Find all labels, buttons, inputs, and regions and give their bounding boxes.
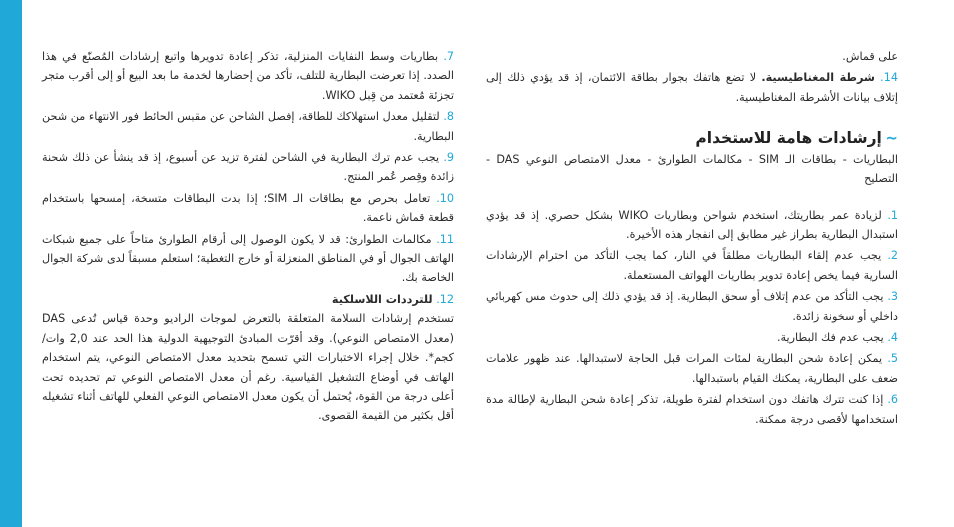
list-item-5 [486,349,898,388]
item-text: تستخدم إرشادات السلامة المتعلقة بالتعرض لموجات الراديو وحدة قياس تُدعى DAS (معدل الامتصاص النوعي). وقد أقرّت المبادئ التوجيهية الدولية هذا الحد عند 2,0 وات/كجم*. خلال إجراء الاختبارات التي تسمح بتحديد معدل الامتصاص النوعي، يتم استخدام الهاتف في أوضاع التشغيل القياسية. رغم أن معدل الامتصاص النوعي تم تحديده تحت أعلى درجة من القوة، يُحتمل أن يكون معدل الامتصاص النوعي الفعلي للهاتف أثناء تشغيله أقل بكثير من القيمة القصوى. [42,312,454,423]
list-item-3 [486,287,898,326]
item-number: 6. [887,393,899,407]
item-text: لتقليل معدل استهلاكك للطاقة، إفصل الشاحن عن مقبس الحائط فور الانتهاء من شحن البطارية. [42,110,454,143]
item-title: شرطة المغناطيسية. [761,71,875,85]
item-text: يجب عدم إلقاء البطاريات مطلقاً في النار، كما يجب التأكد من احترام الإرشادات السارية فيما يخص إعادة تدوير بطاريات الهواتف المستعملة. [486,249,898,282]
list-item-2 [486,246,898,285]
item-text: إذا كنت تترك هاتفك دون استخدام لفترة طويلة، تذكر إعادة شحن البطارية لإطالة مدة استخدامها لأقصى درجة ممكنة. [486,393,898,426]
item-number: 8. [443,110,454,124]
item-number: 14. [880,71,898,85]
item-text: مكالمات الطوارئ: قد لا يكون الوصول إلى أرقام الطوارئ متاحاً على جميع شبكات الهاتف الجوال أو في المناطق المنعزلة أو خارج التغطية؛ استعلم مسبقاً لدى شركة الجوال الخاصة بك. [42,232,454,285]
item-number: 12. [436,292,454,306]
item-number: 2. [887,249,898,263]
list-item-6 [486,390,898,429]
list-item-7 [42,47,454,105]
item-number: 7. [443,50,454,63]
left-text-column [42,47,454,428]
item-number: 9. [443,151,454,165]
item-text: يجب عدم فك البطارية. [776,331,884,345]
item-title: للترددات اللاسلكية [331,292,433,306]
section-heading: إرشادات هامة للاستخدام [695,129,882,148]
item-text: لزيادة عمر بطاريتك، استخدم شواحن وبطاريات WIKO بشكل حصري. إذ قد يؤدي استبدال البطارية بطراز غير مطابق إلى انفجار هذه الأخيرة. [486,208,898,242]
item-number: 10. [436,191,455,205]
item-text: يجب عدم ترك البطارية في الشاحن لفترة تزيد عن أسبوع، إذ قد ينشأ عن ذلك شحنة زائدة وقِصر عُمر المنتج. [42,151,454,184]
continuation-text: على قماش. [842,50,898,63]
list-item-14 [486,68,898,107]
section-subtitle: البطاريات - بطاقات الـ SIM - مكالمات الطوارئ - معدل الامتصاص النوعي DAS - التصليح [486,152,898,185]
item-text: لا تضع هاتفك بجوار بطاقة الائتمان، إذ قد يؤدي ذلك إلى إتلاف بيانات الأشرطة المغناطيسية. [486,71,898,104]
right-text-column [486,47,898,431]
item-number: 4. [887,331,898,345]
list-item-8 [42,107,454,146]
item-text: يجب التأكد من عدم إتلاف أو سحق البطارية. إذ قد يؤدي ذلك إلى حدوث مس كهربائي داخلي أو سخونة زائدة. [486,290,898,323]
item-number: 5. [887,352,898,366]
item-text: بطاريات وسط النفايات المنزلية، تذكر إعادة تدويرها واتبع إرشادات المُصنّع في هذا الصدد. إذا تعرضت البطارية للتلف، تأكد من إحضارها لخدمة ما بعد البيع أو إلى أقرب متجر تجزئة مُعتمد من قِبل WIKO. [42,50,454,102]
list-item-12 [42,290,454,426]
tilde-decoration: ~ [885,129,898,148]
item-number: 11. [436,232,455,246]
item-number: 3. [887,290,899,304]
list-item-9 [42,148,454,187]
left-edge-accent-bar [0,0,22,527]
list-item-11 [42,230,454,288]
item-number: 1. [887,208,898,222]
list-item-10 [42,189,454,228]
section-heading-row [486,129,898,149]
list-item-1 [486,206,898,245]
list-item-4 [486,328,898,347]
item-text: يمكن إعادة شحن البطارية لمئات المرات قبل الحاجة لاستبدالها. عند ظهور علامات ضعف على البطارية، يمكنك القيام باستبدالها. [486,352,898,385]
item-text: تعامل بحرص مع بطاقات الـ SIM؛ إذا بدت البطاقات متسخة، إمسحها باستخدام قطعة قماش ناعمة. [42,191,454,225]
